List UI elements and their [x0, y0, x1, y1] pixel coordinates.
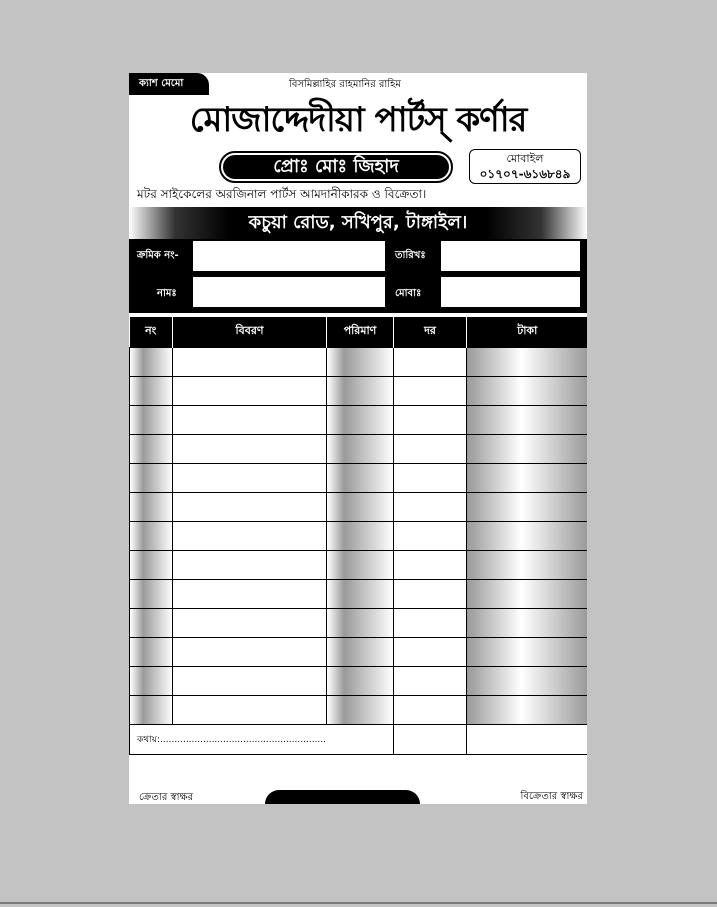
quantity-cell[interactable]	[327, 550, 394, 579]
customer-mobile-label: মোবাঃ	[395, 288, 422, 299]
customer-mobile-field[interactable]	[441, 277, 580, 307]
quantity-cell[interactable]	[327, 608, 394, 637]
rate-cell[interactable]	[394, 637, 467, 666]
quantity-cell[interactable]	[327, 666, 394, 695]
header-description: বিবরণ	[173, 317, 327, 347]
shop-name: মোজাদ্দেদীয়া পার্টস্ কর্ণার	[189, 100, 527, 140]
cash-memo-sheet	[129, 73, 587, 804]
seller-signature-label: বিক্রেতার স্বাক্ষর	[520, 791, 583, 802]
amount-cell[interactable]	[467, 492, 588, 521]
rate-cell[interactable]	[394, 434, 467, 463]
serial-cell[interactable]	[130, 376, 173, 405]
serial-cell[interactable]	[130, 579, 173, 608]
description-cell[interactable]	[173, 637, 327, 666]
description-cell[interactable]	[173, 550, 327, 579]
rate-cell[interactable]	[394, 405, 467, 434]
total-amount-cell[interactable]	[467, 724, 588, 754]
description-cell[interactable]	[173, 579, 327, 608]
cash-memo-tag: ক্যাশ মেমো	[129, 73, 209, 95]
serial-cell[interactable]	[130, 550, 173, 579]
header-rate: দর	[394, 317, 467, 347]
serial-cell[interactable]	[130, 666, 173, 695]
table-row	[130, 463, 588, 492]
amount-cell[interactable]	[467, 637, 588, 666]
date-field[interactable]	[441, 241, 580, 271]
amount-cell[interactable]	[467, 608, 588, 637]
tagline: মটর সাইকেলের অরজিনাল পার্টস আমদানীকারক ও বিক্রেতা।	[137, 187, 427, 201]
table-row	[130, 405, 588, 434]
rate-cell[interactable]	[394, 463, 467, 492]
amount-cell[interactable]	[467, 463, 588, 492]
amount-cell[interactable]	[467, 405, 588, 434]
table-row	[130, 521, 588, 550]
date-label: তারিখঃ	[395, 250, 426, 261]
table-row	[130, 695, 588, 724]
mobile-box	[469, 149, 581, 184]
description-cell[interactable]	[173, 521, 327, 550]
in-words-label[interactable]: কথায়:..........................................................	[130, 724, 394, 754]
serial-cell[interactable]	[130, 695, 173, 724]
rate-cell[interactable]	[394, 376, 467, 405]
serial-cell[interactable]	[130, 405, 173, 434]
quantity-cell[interactable]	[327, 637, 394, 666]
table-row	[130, 492, 588, 521]
table-row	[130, 434, 588, 463]
description-cell[interactable]	[173, 347, 327, 376]
description-cell[interactable]	[173, 434, 327, 463]
buyer-signature-label: ক্রেতার স্বাক্ষর	[139, 792, 194, 803]
quantity-cell[interactable]	[327, 463, 394, 492]
table-row	[130, 608, 588, 637]
serial-cell[interactable]	[130, 637, 173, 666]
description-cell[interactable]	[173, 405, 327, 434]
mobile-label: মোবাইল	[506, 152, 544, 165]
table-header-row	[130, 317, 588, 347]
header-amount: টাকা	[467, 317, 588, 347]
serial-cell[interactable]	[130, 434, 173, 463]
description-cell[interactable]	[173, 376, 327, 405]
amount-cell[interactable]	[467, 376, 588, 405]
table-row	[130, 579, 588, 608]
serial-cell[interactable]	[130, 463, 173, 492]
name-field[interactable]	[193, 277, 385, 307]
serial-cell[interactable]	[130, 608, 173, 637]
serial-field[interactable]	[193, 241, 385, 271]
table-row	[130, 347, 588, 376]
quantity-cell[interactable]	[327, 376, 394, 405]
rate-cell[interactable]	[394, 579, 467, 608]
canvas-bottom-border	[0, 902, 717, 904]
amount-cell[interactable]	[467, 695, 588, 724]
serial-cell[interactable]	[130, 521, 173, 550]
in-words-row	[130, 724, 588, 754]
quantity-cell[interactable]	[327, 347, 394, 376]
proprietor-badge	[219, 151, 453, 183]
rate-cell[interactable]	[394, 666, 467, 695]
serial-cell[interactable]	[130, 492, 173, 521]
amount-cell[interactable]	[467, 347, 588, 376]
amount-cell[interactable]	[467, 550, 588, 579]
description-cell[interactable]	[173, 666, 327, 695]
table-row	[130, 637, 588, 666]
total-rate-cell[interactable]	[394, 724, 467, 754]
description-cell[interactable]	[173, 695, 327, 724]
amount-cell[interactable]	[467, 434, 588, 463]
mobile-number: ০১৭০৭-৬১৬৮৪৯	[479, 167, 571, 181]
customer-info-panel	[129, 239, 587, 313]
table-body	[130, 347, 588, 754]
table-row	[130, 550, 588, 579]
amount-cell[interactable]	[467, 666, 588, 695]
serial-label: ক্রমিক নং-	[137, 250, 179, 261]
header-quantity: পরিমাণ	[327, 317, 394, 347]
rate-cell[interactable]	[394, 608, 467, 637]
serial-cell[interactable]	[130, 347, 173, 376]
quantity-cell[interactable]	[327, 492, 394, 521]
table-row	[130, 376, 588, 405]
address-band: কচুয়া রোড, সখিপুর, টাঙ্গাইল।	[129, 207, 587, 239]
description-cell[interactable]	[173, 608, 327, 637]
quantity-cell[interactable]	[327, 579, 394, 608]
header-serial: নং	[130, 317, 173, 347]
table-row	[130, 666, 588, 695]
rate-cell[interactable]	[394, 347, 467, 376]
bottom-decorative-tab	[265, 790, 420, 804]
description-cell[interactable]	[173, 463, 327, 492]
bismillah-text: বিসমিল্লাহির রাহমানির রাহিম	[289, 79, 401, 90]
rate-cell[interactable]	[394, 492, 467, 521]
rate-cell[interactable]	[394, 550, 467, 579]
description-cell[interactable]	[173, 492, 327, 521]
rate-cell[interactable]	[394, 695, 467, 724]
quantity-cell[interactable]	[327, 695, 394, 724]
amount-cell[interactable]	[467, 579, 588, 608]
name-label: নামঃ	[157, 288, 177, 299]
items-table	[129, 317, 587, 755]
quantity-cell[interactable]	[327, 521, 394, 550]
rate-cell[interactable]	[394, 521, 467, 550]
proprietor-name: প্রোঃ মোঃ জিহাদ	[223, 155, 449, 179]
amount-cell[interactable]	[467, 521, 588, 550]
quantity-cell[interactable]	[327, 405, 394, 434]
quantity-cell[interactable]	[327, 434, 394, 463]
